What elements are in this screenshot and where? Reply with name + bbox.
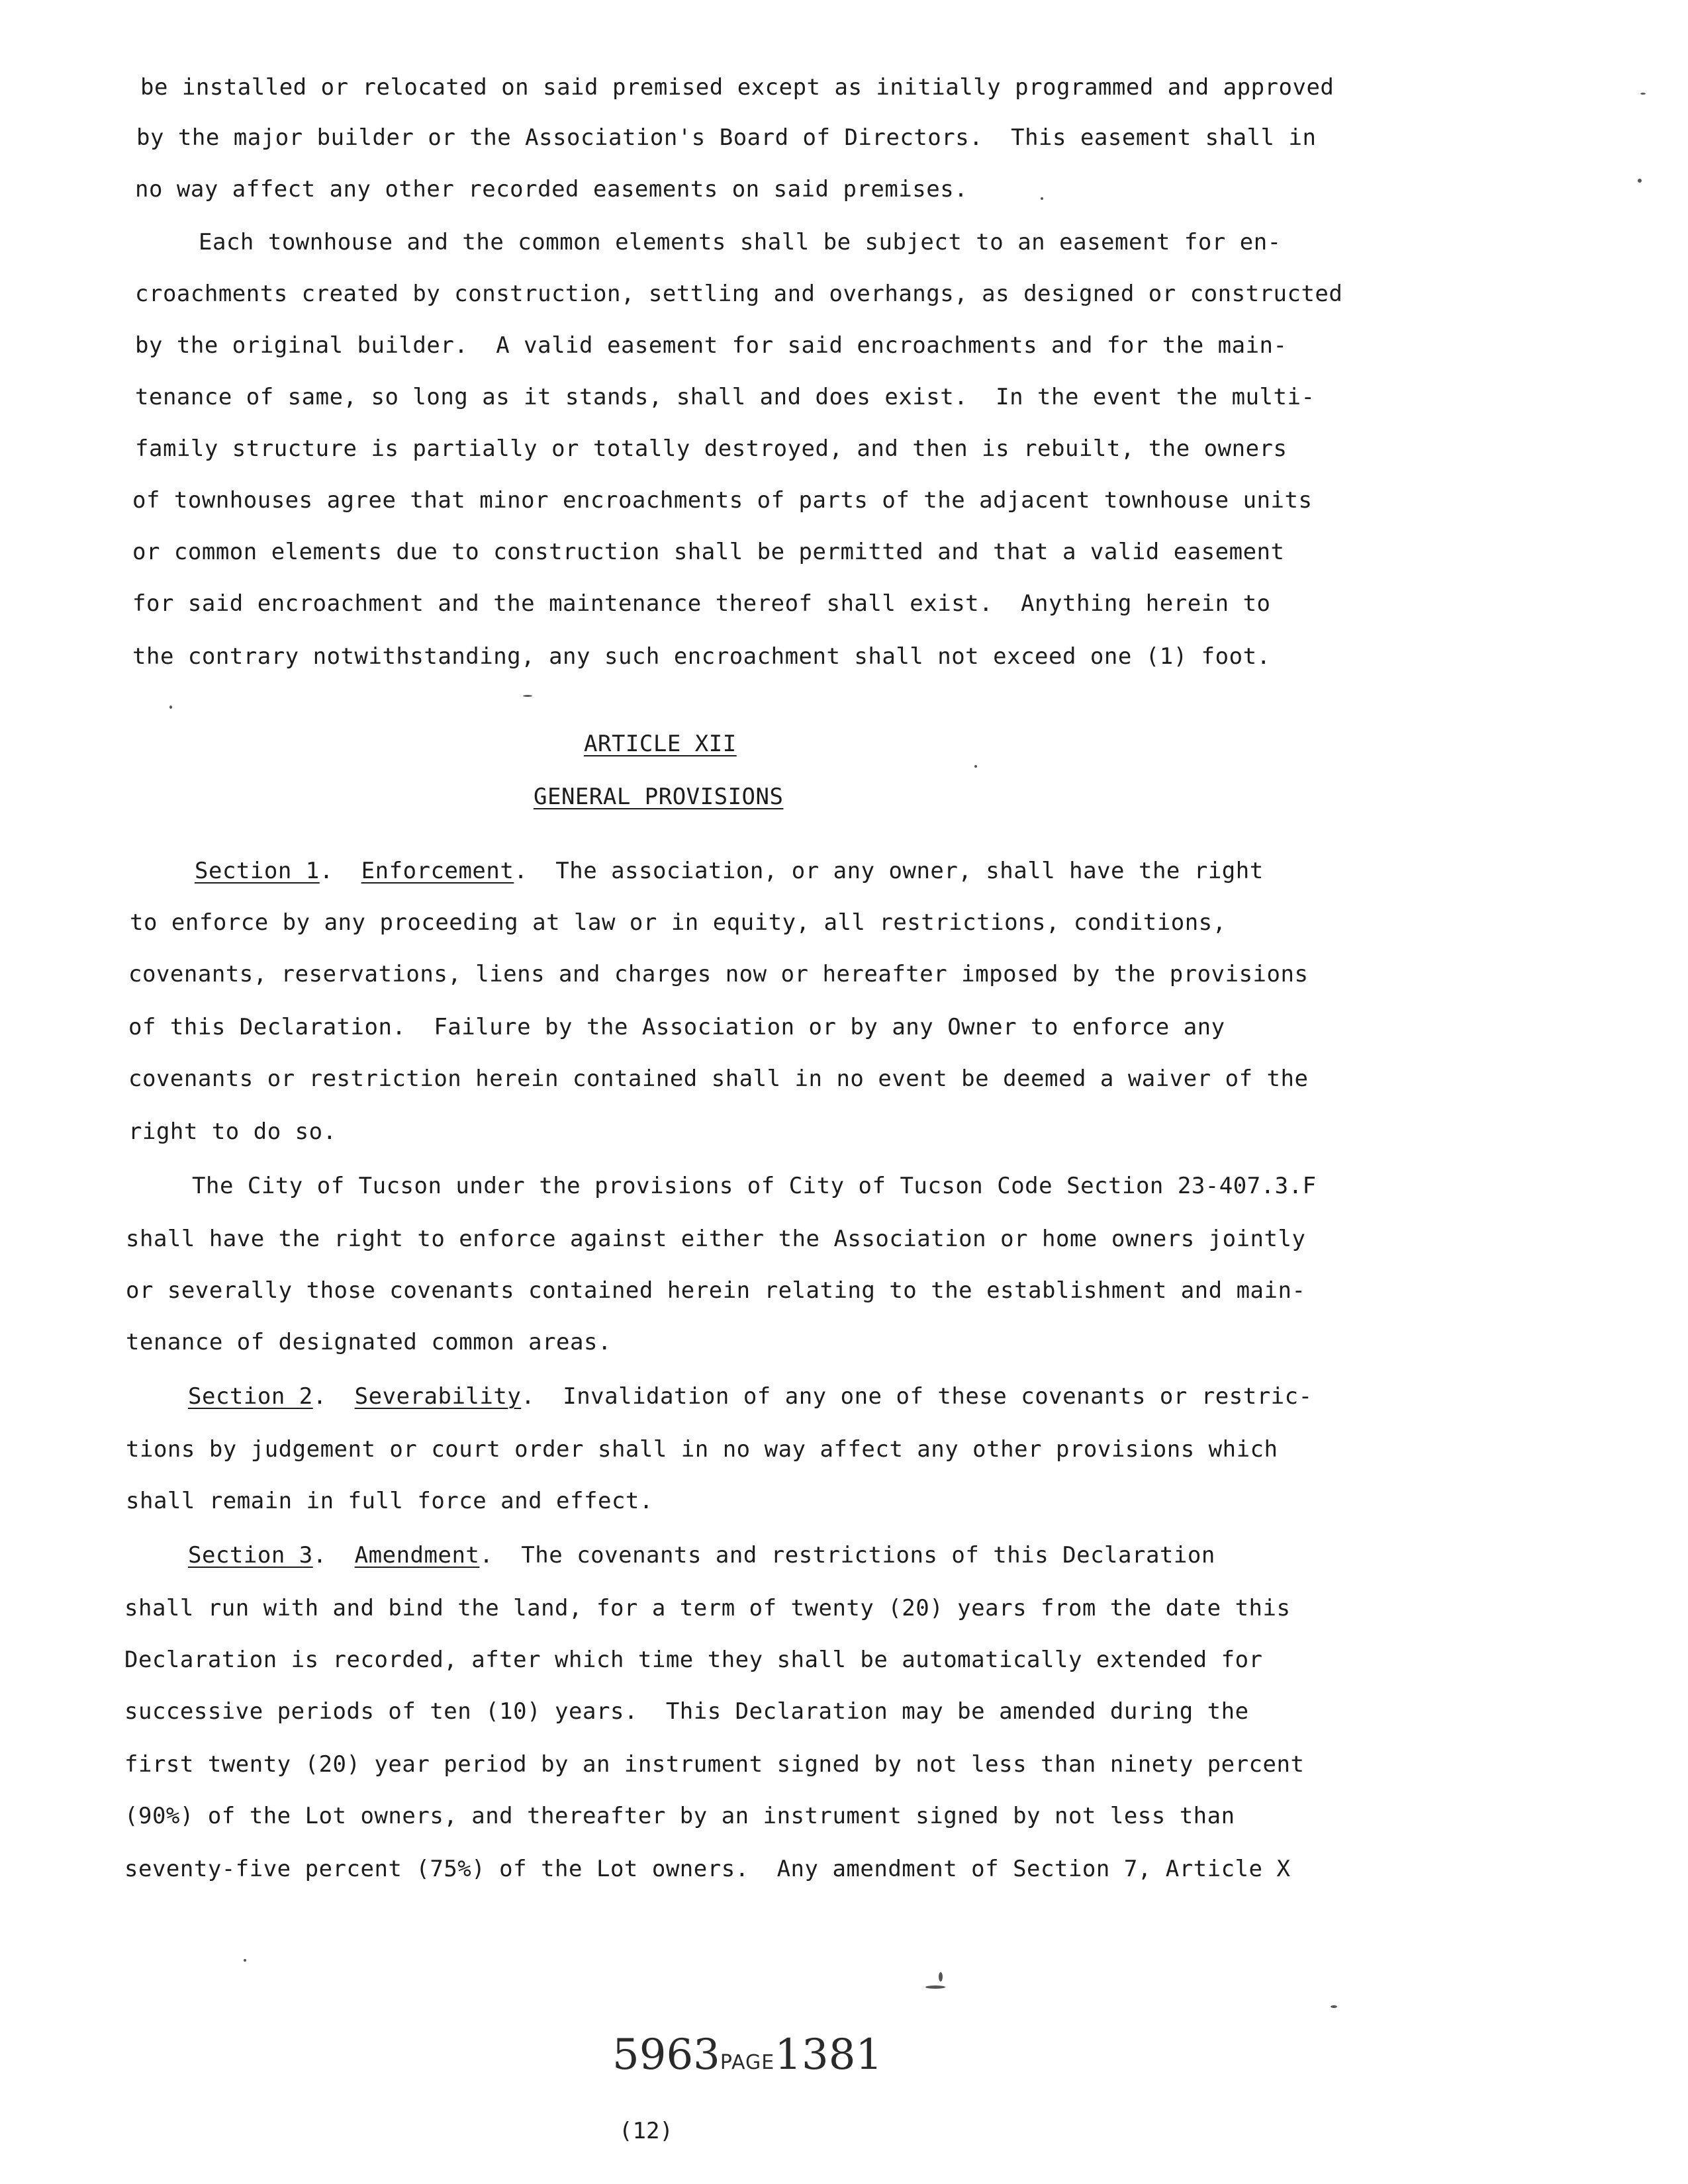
section-3-line: first twenty (20) year period by an instrument signed by not less than ninety percent: [124, 1751, 1305, 1778]
city-paragraph-line: tenance of designated common areas.: [126, 1329, 612, 1355]
section-3-first-line: Section 3. Amendment. The covenants and restrictions of this Declaration: [188, 1542, 1215, 1569]
continuation-line: by the major builder or the Association's Board of Directors. This easement shall in: [136, 124, 1317, 151]
section-3-first-line-text: The covenants and restrictions of this Declaration: [521, 1542, 1215, 1569]
continuation-line: be installed or relocated on said premised except as initially programmed and approved: [140, 74, 1335, 101]
section-2-line: shall remain in full force and effect.: [126, 1488, 653, 1514]
article-number: ARTICLE XII: [584, 731, 737, 757]
scan-speck: [1331, 2005, 1337, 2008]
paragraph-line: of townhouses agree that minor encroachments of parts of the adjacent townhouse units: [132, 487, 1313, 514]
section-3-line: seventy-five percent (75%) of the Lot owners. Any amendment of Section 7, Article X: [124, 1856, 1291, 1882]
book-page-stamp: [612, 2032, 882, 2086]
section-2-name: Severability: [354, 1383, 522, 1410]
section-1-line: right to do so.: [128, 1118, 337, 1145]
scan-speck: [523, 695, 532, 697]
page-number: (12): [619, 2118, 673, 2144]
paragraph-line: family structure is partially or totally destroyed, and then is rebuilt, the owners: [135, 435, 1288, 462]
book-page-number: 1381: [774, 2030, 883, 2079]
paragraph-line: or common elements due to construction shall be permitted and that a valid easement: [132, 539, 1285, 565]
section-1-line: to enforce by any proceeding at law or in equity, all restrictions, conditions,: [130, 909, 1227, 936]
paragraph-line: for said encroachment and the maintenance thereof shall exist. Anything herein to: [132, 590, 1271, 617]
paragraph-line: the contrary notwithstanding, any such encroachment shall not exceed one (1) foot.: [132, 643, 1271, 670]
section-2-label: Section 2: [188, 1383, 313, 1410]
section-3-label: Section 3: [188, 1542, 313, 1569]
section-1-label: Section 1: [195, 858, 320, 884]
paragraph-line: croachments created by construction, settling and overhangs, as designed or constructed: [135, 281, 1343, 307]
section-3-line: Declaration is recorded, after which time they shall be automatically extended for: [124, 1647, 1263, 1673]
section-1-name: Enforcement: [361, 858, 514, 884]
scan-speck: [1041, 197, 1043, 200]
page-word: PAGE: [720, 2051, 775, 2074]
city-paragraph-line: shall have the right to enforce against either the Association or home owners jointly: [126, 1226, 1306, 1252]
section-2-first-line-text: Invalidation of any one of these covenants or restric-: [563, 1383, 1313, 1410]
section-1-line: covenants, reservations, liens and charges now or hereafter imposed by the provisions: [128, 961, 1309, 987]
scan-speck: [1640, 93, 1646, 95]
section-1-line: covenants or restriction herein contained shall in no event be deemed a waiver of the: [128, 1066, 1309, 1092]
article-title: GENERAL PROVISIONS: [534, 784, 784, 810]
section-1-first-line-text: The association, or any owner, shall have the right: [555, 858, 1264, 884]
section-2-line: tions by judgement or court order shall in no way affect any other provisions which: [126, 1436, 1278, 1463]
scan-speck: [169, 705, 172, 709]
city-paragraph-line: The City of Tucson under the provisions of City of Tucson Code Section 23-407.3.F: [192, 1173, 1317, 1199]
scan-speck: [244, 1959, 246, 1962]
paragraph-line: by the original builder. A valid easement for said encroachments and for the main-: [135, 332, 1288, 359]
section-2-first-line: Section 2. Severability. Invalidation of any one of these covenants or restric-: [188, 1383, 1313, 1410]
section-1-line: of this Declaration. Failure by the Association or by any Owner to enforce any: [128, 1014, 1225, 1040]
continuation-line: no way affect any other recorded easements on said premises.: [135, 176, 968, 203]
paragraph-line: tenance of same, so long as it stands, shall and does exist. In the event the multi-: [135, 384, 1315, 410]
paragraph-line: Each townhouse and the common elements shall be subject to an easement for en-: [199, 229, 1282, 255]
section-1-first-line: Section 1. Enforcement. The association, or any owner, shall have the right: [195, 858, 1264, 884]
section-3-line: (90%) of the Lot owners, and thereafter by an instrument signed by not less than: [124, 1803, 1235, 1829]
section-3-name: Amendment: [354, 1542, 480, 1569]
scan-speck: [925, 1985, 945, 1989]
scan-speck: [1638, 179, 1642, 183]
section-3-line: successive periods of ten (10) years. This Declaration may be amended during the: [124, 1698, 1249, 1725]
section-3-line: shall run with and bind the land, for a term of twenty (20) years from the date this: [124, 1595, 1291, 1621]
scan-speck: [939, 1972, 943, 1981]
scan-speck: [974, 765, 977, 768]
city-paragraph-line: or severally those covenants contained herein relating to the establishment and main-: [126, 1277, 1306, 1304]
book-number: 5963: [612, 2030, 720, 2079]
